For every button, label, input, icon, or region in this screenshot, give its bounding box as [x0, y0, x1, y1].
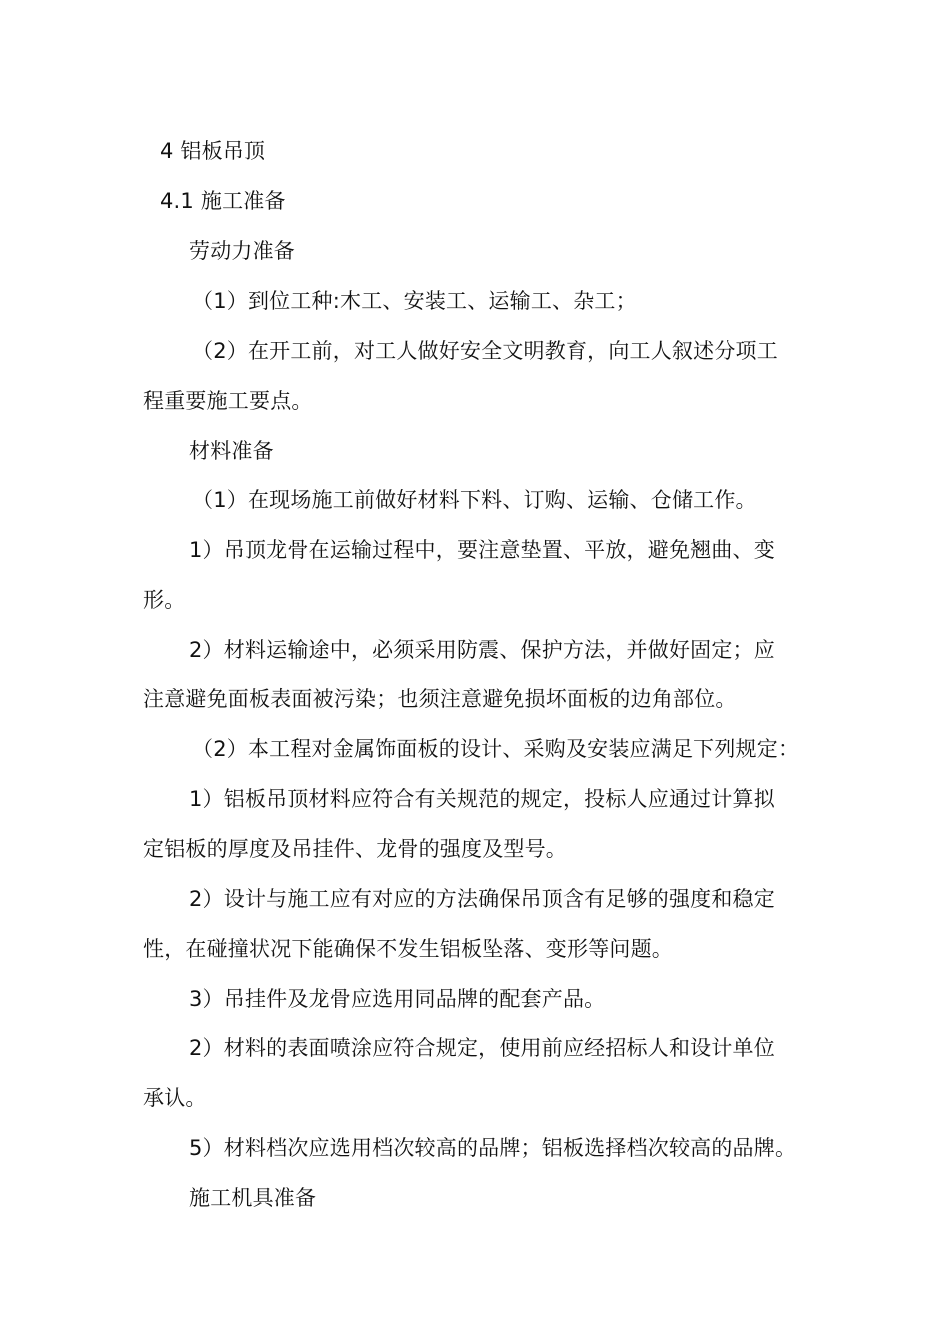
material-item-2: （2）本工程对金属饰面板的设计、采购及安装应满足下列规定： — [192, 737, 800, 761]
material-sub-2-line-2: 注意避免面板表面被污染；也须注意避免损坏面板的边角部位。 — [143, 687, 737, 711]
labor-item-2-line-1: （2）在开工前，对工人做好安全文明教育，向工人叙述分项工 — [192, 339, 778, 363]
rule-2-line-2: 性，在碰撞状况下能确保不发生铝板坠落、变形等问题。 — [143, 937, 673, 961]
rule-1-line-1: 1）铝板吊顶材料应符合有关规范的规定，投标人应通过计算拟 — [189, 787, 775, 811]
rule-1-line-2: 定铝板的厚度及吊挂件、龙骨的强度及型号。 — [143, 837, 567, 861]
material-title: 材料准备 — [189, 439, 274, 463]
rule-4-line-2: 承认。 — [143, 1086, 207, 1110]
tools-title: 施工机具准备 — [189, 1186, 317, 1210]
section-heading: 4 铝板吊顶 — [160, 139, 266, 163]
material-sub-1-line-1: 1）吊顶龙骨在运输过程中，要注意垫置、平放，避免翘曲、变 — [189, 538, 775, 562]
material-sub-1-line-2: 形。 — [143, 588, 186, 612]
material-item-1: （1）在现场施工前做好材料下料、订购、运输、仓储工作。 — [192, 488, 757, 512]
rule-3: 3）吊挂件及龙骨应选用同品牌的配套产品。 — [189, 987, 606, 1011]
rule-2-line-1: 2）设计与施工应有对应的方法确保吊顶含有足够的强度和稳定 — [189, 887, 775, 911]
rule-5: 5）材料档次应选用档次较高的品牌；铝板选择档次较高的品牌。 — [189, 1136, 797, 1160]
rule-4-line-1: 2）材料的表面喷涂应符合规定，使用前应经招标人和设计单位 — [189, 1036, 775, 1060]
labor-title: 劳动力准备 — [189, 239, 295, 263]
subsection-heading: 4.1 施工准备 — [160, 189, 286, 213]
labor-item-2-line-2: 程重要施工要点。 — [143, 389, 313, 413]
material-sub-2-line-1: 2）材料运输途中，必须采用防震、保护方法，并做好固定；应 — [189, 638, 775, 662]
labor-item-1: （1）到位工种:木工、安装工、运输工、杂工； — [192, 289, 637, 313]
